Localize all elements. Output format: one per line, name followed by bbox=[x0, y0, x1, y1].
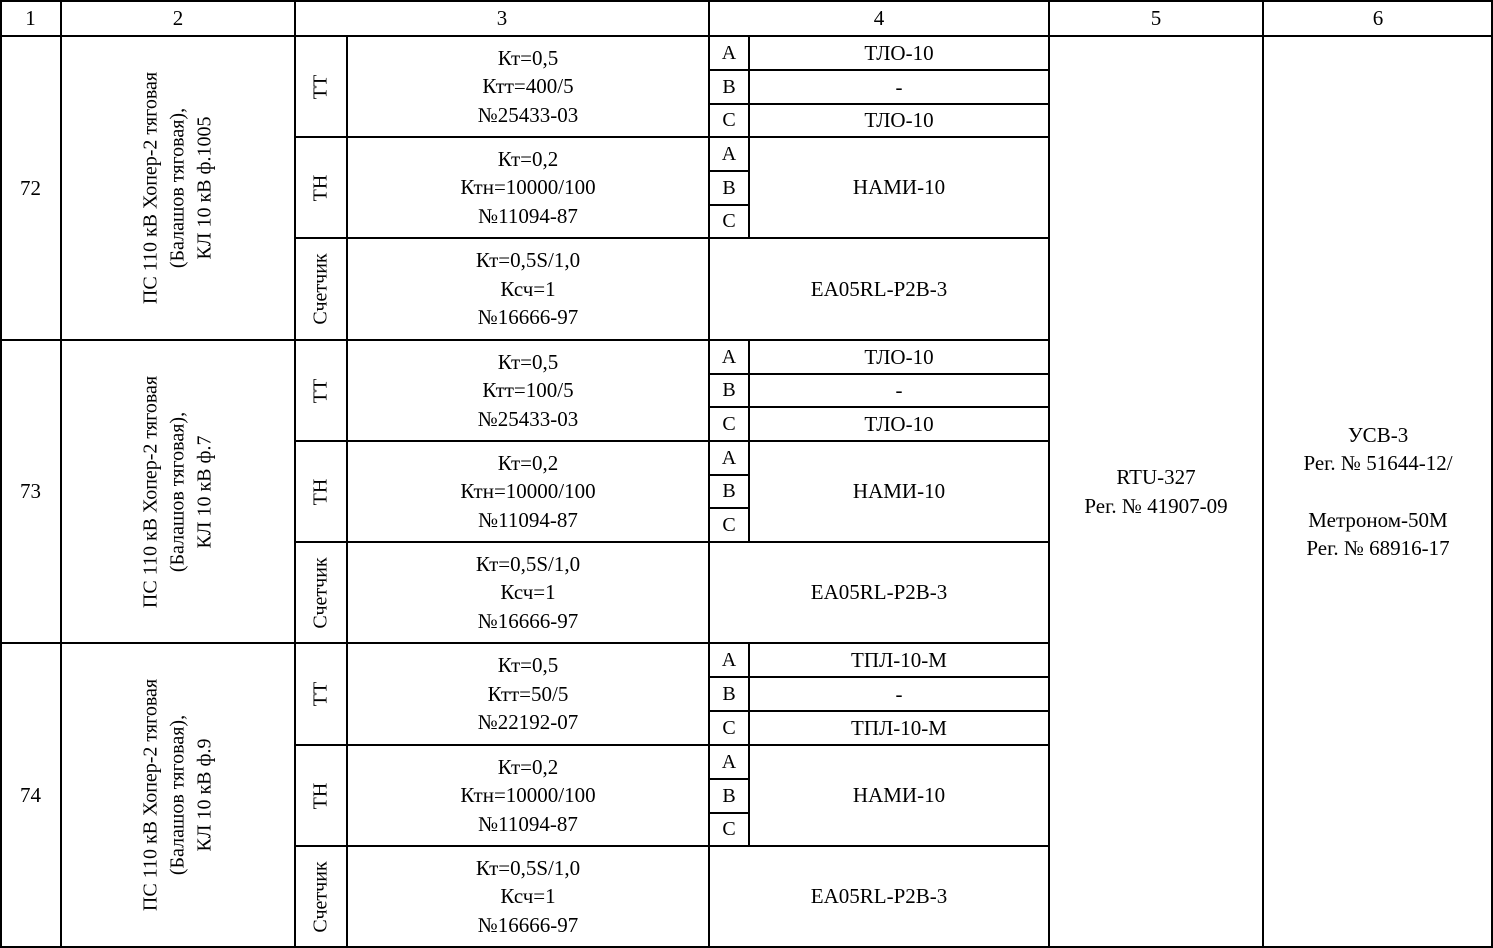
tt-model: ТЛО-10 bbox=[864, 108, 934, 133]
phase-label: C bbox=[722, 716, 736, 739]
meter-label: Счетчик bbox=[309, 860, 332, 933]
tn-label: ТН bbox=[309, 782, 332, 809]
phase-label: C bbox=[722, 818, 736, 841]
tt-model: ТЛО-10 bbox=[864, 411, 934, 436]
header-col-4: 4 bbox=[873, 5, 885, 30]
grid-line bbox=[60, 0, 62, 948]
grid-line bbox=[748, 340, 750, 542]
meter-label: Счетчик bbox=[309, 253, 332, 325]
point-name: ПС 110 кВ Хопер-2 тяговая (Балашов тяговая), КЛ 10 кВ ф.1005 bbox=[139, 71, 216, 305]
grid-line bbox=[709, 710, 1049, 712]
tn-params: Кт=0,2 Ктн=10000/100 №11094-87 bbox=[460, 754, 596, 836]
tt-label: ТТ bbox=[309, 378, 332, 403]
server-info: RTU-327 Рег. № 41907-09 bbox=[1084, 465, 1228, 518]
grid-line bbox=[709, 406, 1049, 408]
grid-line bbox=[709, 474, 749, 476]
header-col-3: 3 bbox=[496, 5, 508, 30]
grid-line bbox=[346, 36, 348, 947]
meter-label: Счетчик bbox=[309, 556, 332, 629]
tn-params: Кт=0,2 Ктн=10000/100 №11094-87 bbox=[460, 450, 596, 532]
grid-line bbox=[295, 440, 1049, 442]
tn-label: ТН bbox=[309, 174, 332, 201]
meter-params: Кт=0,5S/1,0 Ксч=1 №16666-97 bbox=[475, 551, 581, 633]
grid-line bbox=[709, 676, 1049, 678]
header-col-2: 2 bbox=[172, 5, 184, 30]
grid-line bbox=[295, 237, 1049, 239]
meter-params: Кт=0,5S/1,0 Ксч=1 №16666-97 bbox=[475, 248, 581, 330]
tt-model: ТПЛ-10-М bbox=[851, 715, 947, 740]
tt-model: - bbox=[895, 681, 903, 706]
phase-label: B bbox=[722, 784, 736, 807]
grid-line bbox=[0, 0, 2, 948]
phase-label: A bbox=[721, 142, 737, 165]
phase-label: A bbox=[721, 446, 737, 469]
header-col-1: 1 bbox=[25, 5, 36, 30]
row-number: 74 bbox=[20, 782, 41, 807]
header-col-5: 5 bbox=[1150, 5, 1162, 30]
point-name: ПС 110 кВ Хопер-2 тяговая (Балашов тяговая), КЛ 10 кВ ф.9 bbox=[139, 678, 216, 912]
row-number: 72 bbox=[20, 175, 41, 200]
grid-line bbox=[1262, 0, 1264, 948]
tt-label: ТТ bbox=[309, 681, 332, 707]
grid-line bbox=[708, 0, 710, 948]
meter-params: Кт=0,5S/1,0 Ксч=1 №16666-97 bbox=[475, 855, 581, 937]
meter-model: EA05RL-P2B-3 bbox=[810, 276, 948, 301]
tn-model: НАМИ-10 bbox=[852, 175, 946, 200]
grid-line bbox=[748, 36, 750, 238]
phase-label: C bbox=[722, 412, 736, 435]
grid-line bbox=[709, 103, 1049, 105]
grid-line bbox=[295, 845, 1049, 847]
grid-line bbox=[0, 35, 1493, 37]
meter-model: EA05RL-P2B-3 bbox=[810, 580, 948, 605]
phase-label: A bbox=[721, 750, 737, 773]
grid-line bbox=[709, 204, 749, 206]
grid-line bbox=[0, 0, 1493, 2]
grid-line bbox=[709, 170, 749, 172]
phase-label: A bbox=[721, 345, 737, 368]
phase-label: C bbox=[722, 513, 736, 536]
phase-label: B bbox=[722, 480, 736, 503]
grid-line bbox=[709, 373, 1049, 375]
phase-label: C bbox=[722, 210, 736, 233]
grid-line bbox=[294, 0, 296, 948]
tt-label: ТТ bbox=[309, 74, 332, 99]
grid-line bbox=[709, 812, 749, 814]
grid-line bbox=[0, 642, 1049, 644]
grid-line bbox=[295, 541, 1049, 543]
header-col-6: 6 bbox=[1372, 5, 1384, 30]
meter-model: EA05RL-P2B-3 bbox=[810, 884, 948, 909]
tt-model: ТПЛ-10-М bbox=[851, 647, 947, 672]
phase-label: C bbox=[722, 109, 736, 132]
grid-line bbox=[748, 643, 750, 846]
tn-model: НАМИ-10 bbox=[852, 479, 946, 504]
phase-label: B bbox=[722, 682, 736, 705]
grid-line bbox=[1048, 0, 1050, 948]
phase-label: A bbox=[721, 41, 737, 64]
phase-label: B bbox=[722, 75, 736, 98]
tt-model: - bbox=[895, 378, 903, 403]
grid-line bbox=[709, 69, 1049, 71]
phase-label: B bbox=[722, 176, 736, 199]
tn-params: Кт=0,2 Ктн=10000/100 №11094-87 bbox=[460, 146, 596, 228]
tt-params: Кт=0,5 Ктт=100/5 №25433-03 bbox=[477, 349, 579, 431]
tn-model: НАМИ-10 bbox=[852, 783, 946, 808]
point-name: ПС 110 кВ Хопер-2 тяговая (Балашов тяговая), КЛ 10 кВ ф.7 bbox=[139, 375, 216, 608]
grid-line bbox=[709, 507, 749, 509]
tt-params: Кт=0,5 Ктт=50/5 №22192-07 bbox=[477, 653, 579, 735]
grid-line bbox=[0, 339, 1049, 341]
tt-model: - bbox=[895, 74, 903, 99]
time-sync-info: УСВ-3 Рег. № 51644-12/ Метроном-50М Рег. № 68916-17 bbox=[1303, 422, 1453, 560]
tt-model: ТЛО-10 bbox=[864, 40, 934, 65]
grid-line bbox=[295, 744, 1049, 746]
tn-label: ТН bbox=[309, 478, 332, 505]
phase-label: B bbox=[722, 379, 736, 402]
row-number: 73 bbox=[20, 479, 41, 504]
grid-line bbox=[709, 778, 749, 780]
tt-params: Кт=0,5 Ктт=400/5 №25433-03 bbox=[477, 45, 579, 127]
phase-label: A bbox=[721, 648, 737, 671]
grid-line bbox=[295, 136, 1049, 138]
tt-model: ТЛО-10 bbox=[864, 344, 934, 369]
